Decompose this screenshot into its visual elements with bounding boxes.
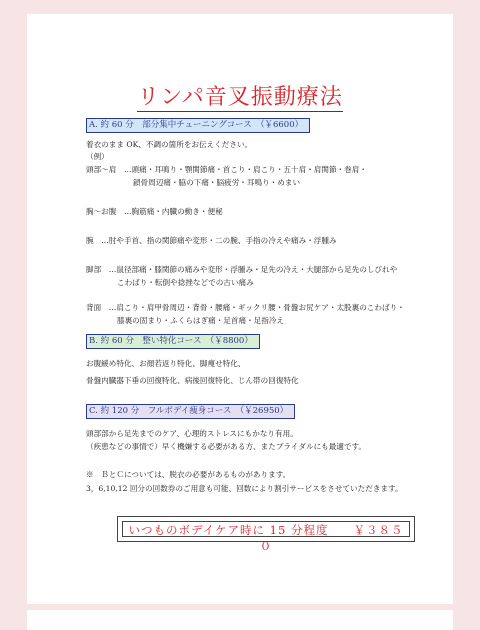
course-c-label: C. 約 120 分 フルボデイ痩身コース （￥26950） [86, 404, 295, 419]
course-a-line-5: 胸～お腹 …胸筋痛・内臓の動き・便秘 [86, 207, 223, 216]
course-b-line-1: お腹緩め特化、お顔若返り特化、脚痩せ特化、 [86, 359, 246, 368]
note-2: 3，6,10,12 回分の回数券のご用意も可能、回数により割引サービスをさせていただきます。 [86, 484, 403, 493]
next-page-edge [27, 610, 453, 630]
course-a-line-2: （例） [86, 152, 109, 161]
course-b-line-2: 骨盤内臓器下垂の回復特化、病後回復特化、じん帯の回復特化 [86, 376, 299, 385]
course-a-label: A. 約 60 分 部分集中チューニングコース （￥6600） [86, 118, 310, 133]
price-banner [117, 516, 415, 553]
course-c-line-2: （疾患などの事情で）早く機嫌する必要がある方、またブライダルにも最適です。 [86, 442, 367, 451]
course-a-line-1: 着衣のまま OK、不調の箇所をお伝えください。 [86, 140, 253, 149]
document-page [27, 14, 453, 604]
course-a-line-3: 頭部～肩 …頭痛・耳鳴り・顎関節痛・首こり・肩こり・五十肩・肩関節・巻肩・ [86, 165, 367, 174]
course-a-line-6: 腕 …肘や手首、指の関節痛や変形・二の腕、手指の冷えや痛み・浮腫み [86, 236, 337, 245]
title-text: リンパ音叉振動療法 [137, 85, 343, 110]
course-a-line-8: こわばり・転倒や捻挫などでの古い痛み [117, 278, 254, 287]
course-a-line-10: 膝裏の固まり・ふくらはぎ痛・足首痛・足指冷え [117, 316, 285, 325]
course-c-line-1: 頭部部から足先までのケア、心理的ストレスにもかなり有用。 [86, 429, 298, 438]
price-banner-text: いつものボデイケア時に 15 分程度 ￥３８５０ [122, 521, 410, 537]
course-b-label: B. 約 60 分 整い特化コース （￥8800） [86, 334, 260, 349]
course-a-line-4: 鎖骨周辺痛・脇の下痛・脳疲労・耳鳴り・めまい [133, 178, 301, 187]
page-title [27, 80, 453, 111]
note-1: ※ ＢとＣについては、脱衣の必要があるものがあります。 [86, 470, 291, 479]
course-a-line-7: 脚部 …鼠径部痛・膝関節の痛みや変形・浮腫み・足先の冷え・大腿部から足先のしびれや [86, 265, 398, 274]
course-a-line-9: 背面 …肩こり・肩甲骨周辺・背骨・腰痛・ギックリ腰・骨盤お尻ケア・太股裏のこわばり・ [86, 303, 405, 312]
